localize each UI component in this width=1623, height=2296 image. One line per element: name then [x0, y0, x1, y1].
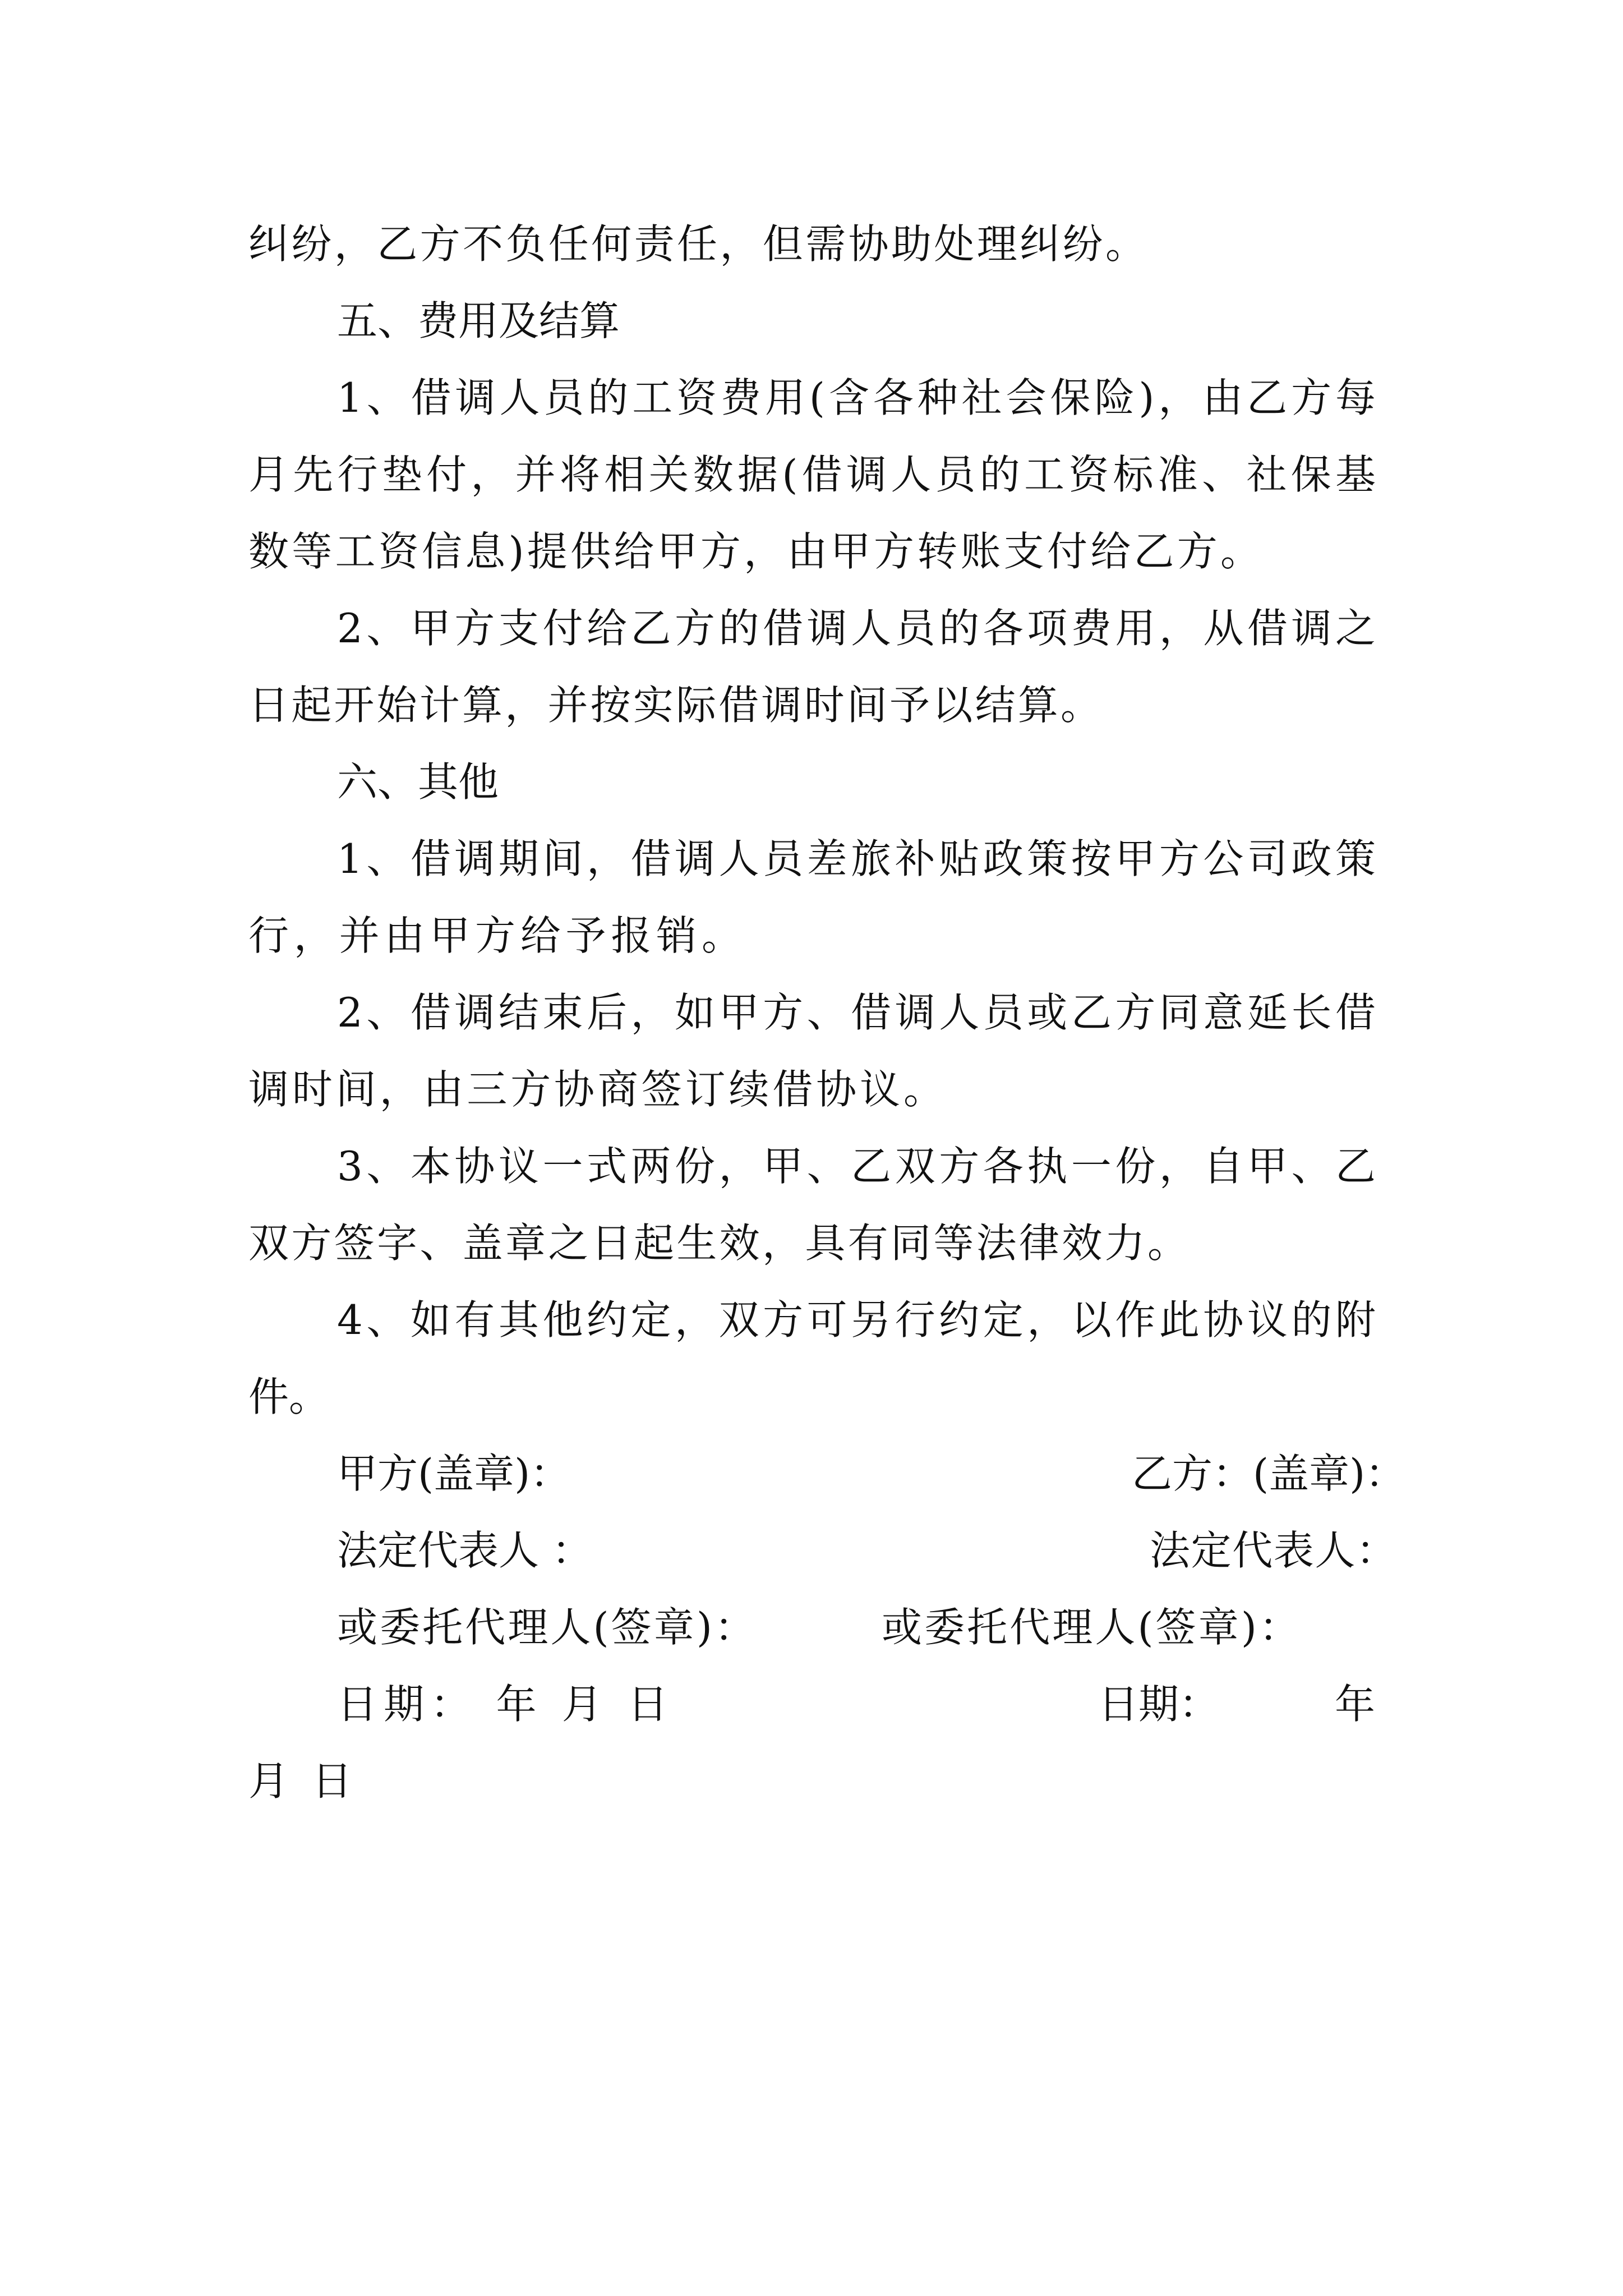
party-b-agent: 或委托代理人(签章)：	[882, 1604, 1299, 1651]
section6-item4-line1: 4、如有其他约定，双方可另行约定，以作此协议的附	[337, 1296, 1376, 1343]
section6-item2-line1: 2、借调结束后，如甲方、借调人员或乙方同意延长借	[337, 989, 1376, 1036]
party-b-rep: 法定代表人：	[1150, 1527, 1396, 1574]
party-a-agent: 或委托代理人(签章)：	[337, 1604, 755, 1651]
section6-item4-line2: 件。	[248, 1373, 330, 1420]
section5-item1-line1: 1、借调人员的工资费用(含各种社会保险)，由乙方每	[337, 374, 1376, 421]
party-a-seal: 甲方(盖章)：	[337, 1450, 571, 1497]
signature-row-agent	[0, 1596, 1623, 1658]
paragraph-line	[0, 1059, 1623, 1120]
paragraph-line	[0, 521, 1623, 582]
section4-tail: 纠纷，乙方不负任何责任，但需协助处理纠纷。	[248, 220, 1146, 268]
paragraph-line	[0, 905, 1623, 967]
paragraph-line	[0, 982, 1623, 1043]
paragraph-line	[0, 1135, 1623, 1197]
signature-row-rep	[0, 1520, 1623, 1581]
section5-item2-line2: 日起开始计算，并按实际借调时间予以结算。	[248, 682, 1101, 729]
section6-item3-line2: 双方签字、盖章之日起生效，具有同等法律效力。	[248, 1220, 1188, 1267]
party-b-seal: 乙方：(盖章)：	[1132, 1450, 1406, 1497]
paragraph-line	[0, 367, 1623, 429]
section6-heading: 六、其他	[337, 758, 499, 806]
paragraph-line	[0, 1366, 1623, 1428]
party-a-rep: 法定代表人 ：	[337, 1527, 592, 1574]
paragraph-line	[0, 444, 1623, 505]
party-b-date-label: 日期：	[1098, 1681, 1220, 1728]
signature-row-date-tail	[0, 1750, 1623, 1812]
party-b-date-year: 年	[1335, 1681, 1376, 1728]
section6-item1-line1: 1、借调期间，借调人员差旅补贴政策按甲方公司政策	[337, 835, 1376, 882]
section5-item1-line2: 月先行垫付，并将相关数据(借调人员的工资标准、社保基	[248, 451, 1376, 498]
section-heading	[0, 751, 1623, 813]
signature-row-seal	[0, 1443, 1623, 1504]
paragraph-line	[0, 1289, 1623, 1351]
section6-item2-line2: 调时间，由三方协商签订续借协议。	[248, 1066, 944, 1113]
section6-item1-line2: 行，并由甲方给予报销。	[248, 912, 742, 959]
section5-item2-line1: 2、甲方支付给乙方的借调人员的各项费用，从借调之	[337, 605, 1376, 652]
paragraph-line	[0, 213, 1623, 275]
party-a-date: 日期： 年 月 日	[337, 1681, 668, 1728]
signature-row-date	[0, 1673, 1623, 1735]
section5-heading: 五、费用及结算	[337, 297, 620, 344]
section5-item1-line3: 数等工资信息)提供给甲方，由甲方转账支付给乙方。	[248, 528, 1261, 575]
paragraph-line	[0, 597, 1623, 659]
paragraph-line	[0, 674, 1623, 736]
paragraph-line	[0, 828, 1623, 890]
party-b-date-tail: 月 日	[248, 1757, 352, 1805]
paragraph-line	[0, 1212, 1623, 1274]
section6-item3-line1: 3、本协议一式两份，甲、乙双方各执一份，自甲、乙	[337, 1143, 1376, 1190]
section-heading	[0, 290, 1623, 352]
